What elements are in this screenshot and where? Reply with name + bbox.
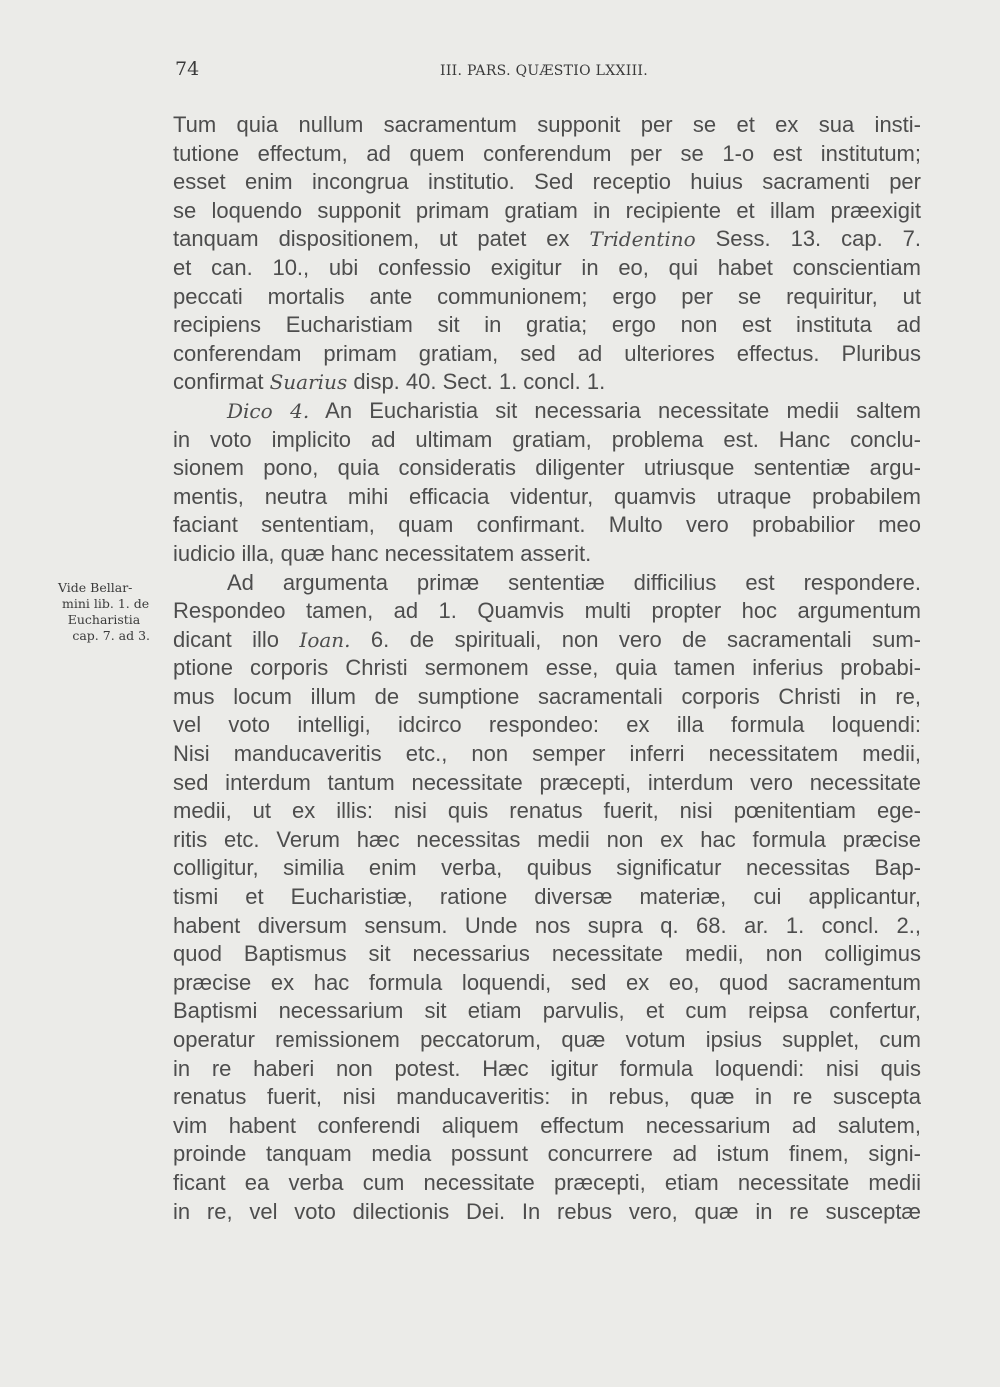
- text-line: peccati mortalis ante communionem; ergo per se requiritur, ut: [173, 283, 921, 309]
- text-line: iudicio illa, quæ hanc necessitatem asserit.: [173, 540, 592, 566]
- text-line: in voto implicito ad ultimam gratiam, problema est. Hanc conclu-: [173, 426, 921, 452]
- text-segment: tanquam dispositionem, ut patet ex: [173, 226, 590, 252]
- text-line: Respondeo tamen, ad 1. Quamvis multi propter hoc argumentum: [173, 598, 921, 624]
- italic-reference: Tridentino: [589, 227, 696, 252]
- text-segment: 6. de spirituali, non vero de sacramentali sum-: [350, 626, 921, 652]
- running-header: III. PARS. QUÆSTIO LXXIII.: [440, 63, 649, 79]
- text-segment: dicant illo: [173, 626, 300, 652]
- text-line: tismi et Eucharistiæ, ratione diversæ materiæ, cui applicantur,: [173, 884, 921, 910]
- page-number: 74: [175, 58, 200, 80]
- italic-reference: Ioan.: [299, 627, 351, 652]
- text-line: Tum quia nullum sacramentum supponit per se et ex sua insti-: [173, 112, 921, 137]
- text-line: præcise ex hac formula loquendi, sed ex eo, quod sacramentum: [173, 969, 921, 995]
- text-line: habent diversum sensum. Unde nos supra q. 68. ar. 1. concl. 2.,: [173, 912, 921, 938]
- text-line: Nisi manducaveritis etc., non semper inferri necessitatem medii,: [173, 741, 921, 767]
- text-line: quod Baptismus sit necessarius necessitate medii, non colligimus: [173, 941, 921, 967]
- text-line: ritis etc. Verum hæc necessitas medii non ex hac formula præcise: [173, 826, 921, 852]
- text-line: esset enim incongrua institutio. Sed receptio huius sacramenti per: [173, 169, 921, 195]
- text-line: [173, 368, 921, 397]
- text-line: faciant sententiam, quam confirmant. Multo vero probabilior meo: [173, 512, 921, 538]
- text-segment: An Eucharistia sit necessaria necessitate medii saltem: [309, 397, 921, 423]
- margin-note: [52, 580, 156, 644]
- text-line: [173, 397, 921, 426]
- text-line: vim habent conferendi aliquem effectum necessarium ad salutem,: [173, 1112, 921, 1138]
- text-line: operatur remissionem peccatorum, quæ votum ipsius supplet, cum: [173, 1027, 921, 1052]
- text-line: sionem pono, quia consideratis diligenter utriusque sententiæ argu-: [173, 455, 921, 481]
- margin-note-line: Eucharistia: [67, 612, 141, 627]
- text-line: ptione corporis Christi sermonem esse, quia tamen inferius probabi-: [173, 655, 921, 681]
- margin-note-line: cap. 7. ad 3.: [72, 628, 150, 643]
- body-text: [173, 111, 921, 1226]
- text-line: in re haberi non potest. Hæc igitur formula loquendi: nisi quis: [173, 1055, 921, 1081]
- text-segment: disp. 40. Sect. 1. concl. 1.: [347, 369, 606, 395]
- text-segment: confirmat: [173, 369, 270, 395]
- margin-note-line: mini lib. 1. de: [62, 596, 150, 611]
- text-line: sed interdum tantum necessitate præcepti, interdum vero necessitate: [173, 769, 921, 795]
- text-line: recipiens Eucharistiam sit in gratia; ergo non est instituta ad: [173, 312, 921, 338]
- text-line: [173, 626, 921, 655]
- text-line: renatus fuerit, nisi manducaveritis: in rebus, quæ in re suscepta: [173, 1084, 921, 1110]
- text-line: mentis, neutra mihi efficacia videntur, quamvis utraque probabilem: [173, 483, 921, 509]
- text-line: conferendam primam gratiam, sed ad ulteriores effectus. Pluribus: [173, 340, 921, 366]
- text-line: et can. 10., ubi confessio exigitur in eo, qui habet conscientiam: [173, 254, 921, 280]
- text-line: tutione effectum, ad quem conferendum per se 1-o est institutum;: [173, 140, 921, 166]
- margin-note-line: Vide Bellar-: [58, 580, 133, 595]
- text-segment: Sess. 13. cap. 7.: [695, 226, 921, 252]
- text-line: mus locum illum de sumptione sacramentali corporis Christi in re,: [173, 683, 921, 709]
- text-line: proinde tanquam media possunt concurrere ad istum finem, signi-: [173, 1141, 921, 1167]
- italic-reference: Suarius: [269, 370, 348, 395]
- text-line: [173, 225, 921, 254]
- text-line: Ad argumenta primæ sententiæ difficilius est respondere.: [227, 569, 921, 595]
- text-line: in re, vel voto dilectionis Dei. In rebus vero, quæ in re susceptæ: [173, 1198, 921, 1224]
- text-line: colligitur, similia enim verba, quibus significatur necessitas Bap-: [173, 855, 921, 881]
- text-line: ficant ea verba cum necessitate præcepti, etiam necessitate medii: [173, 1169, 921, 1195]
- text-line: medii, ut ex illis: nisi quis renatus fuerit, nisi pœnitentiam ege-: [173, 798, 921, 824]
- italic-reference: Dico 4.: [227, 398, 310, 423]
- text-line: Baptismi necessarium sit etiam parvulis, et cum reipsa confertur,: [173, 998, 921, 1024]
- text-line: vel voto intelligi, idcirco respondeo: ex illa formula loquendi:: [173, 712, 921, 738]
- text-line: se loquendo supponit primam gratiam in recipiente et illam præexigit: [173, 197, 921, 223]
